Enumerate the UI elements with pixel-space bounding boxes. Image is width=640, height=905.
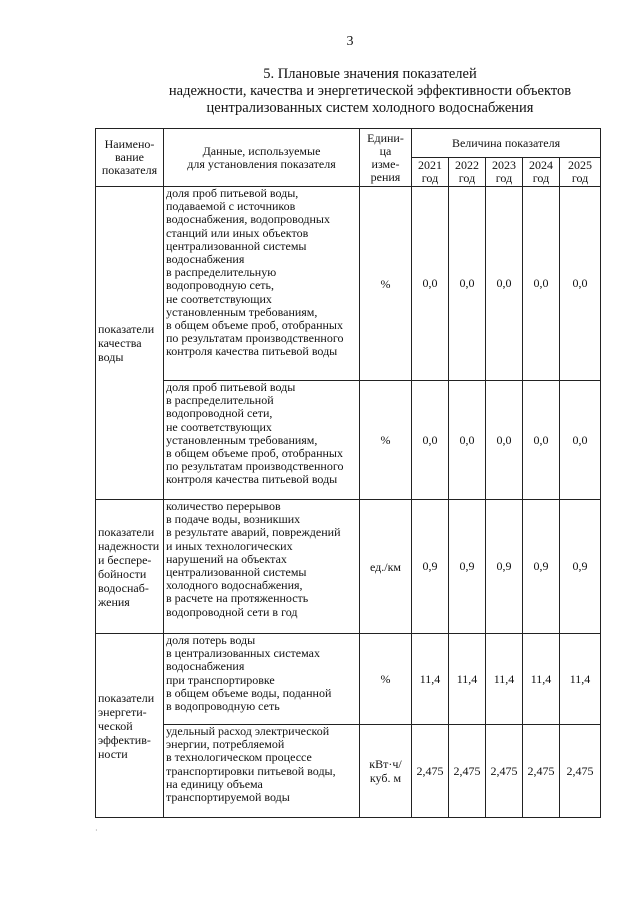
header-year-2023: 2023 год <box>486 158 523 187</box>
value-2023: 0,0 <box>486 381 523 500</box>
row-unit: ед./км <box>360 500 412 634</box>
group-name-reliability: показатели надежности и беспере- бойности водоснаб- жения <box>96 500 164 634</box>
row-description: удельный расход электрической энергии, потребляемой в технологическом процессе транспортировки питьевой воды, на единицу объема транспортируемой воды <box>164 725 360 818</box>
value-2024: 2,475 <box>523 725 560 818</box>
table-header <box>96 129 601 187</box>
header-year-2022: 2022 год <box>449 158 486 187</box>
header-year-2021: 2021 год <box>412 158 449 187</box>
value-2023: 0,0 <box>486 187 523 381</box>
value-2021: 2,475 <box>412 725 449 818</box>
table-row <box>96 381 601 500</box>
header-indicator-name: Наимено- вание показателя <box>96 129 164 187</box>
title-line-2: надежности, качества и энергетической эффективности объектов <box>168 83 572 99</box>
scan-mark: · <box>95 826 98 835</box>
group-name-water-quality: показатели качества воды <box>96 187 164 500</box>
title-line-3: централизованных систем холодного водоснабжения <box>206 100 534 116</box>
row-description: доля проб питьевой воды, подаваемой с источников водоснабжения, водопроводных станций или иных объектов централизованной системы водоснабжения в распределительную водопроводную сеть, не соответствующих установленным требованиям, в общем объеме проб, отобранных по результатам производственного контроля качества питьевой воды <box>164 187 360 381</box>
value-2023: 0,9 <box>486 500 523 634</box>
header-year-2025: 2025 год <box>560 158 601 187</box>
indicators-table <box>95 128 601 818</box>
value-2022: 0,0 <box>449 187 486 381</box>
value-2022: 0,0 <box>449 381 486 500</box>
header-unit: Едини- ца изме- рения <box>360 129 412 187</box>
row-unit: % <box>360 381 412 500</box>
value-2023: 11,4 <box>486 634 523 725</box>
value-2021: 0,0 <box>412 187 449 381</box>
header-indicator-value: Величина показателя <box>412 129 601 158</box>
value-2021: 11,4 <box>412 634 449 725</box>
value-2024: 0,0 <box>523 381 560 500</box>
row-description: количество перерывов в подаче воды, возникших в результате аварий, повреждений и иных технологических нарушений на объектах централизованной системы холодного водоснабжения, в расчете на протяженность водопроводной сети в год <box>164 500 360 634</box>
table-row <box>96 725 601 818</box>
value-2024: 11,4 <box>523 634 560 725</box>
row-description: доля проб питьевой воды в распределительной водопроводной сети, не соответствующих установленным требованиям, в общем объеме проб, отобранных по результатам производственного контроля качества питьевой воды <box>164 381 360 500</box>
document-title <box>140 66 600 117</box>
value-2025: 11,4 <box>560 634 601 725</box>
value-2024: 0,9 <box>523 500 560 634</box>
group-name-energy-efficiency: показатели энергети- ческой эффектив- ности <box>96 634 164 818</box>
value-2025: 0,0 <box>560 187 601 381</box>
value-2023: 2,475 <box>486 725 523 818</box>
title-line-1: 5. Плановые значения показателей <box>263 66 477 82</box>
value-2025: 0,0 <box>560 381 601 500</box>
value-2025: 2,475 <box>560 725 601 818</box>
header-year-2024: 2024 год <box>523 158 560 187</box>
table-row <box>96 634 601 725</box>
row-unit: кВт·ч/ куб. м <box>360 725 412 818</box>
table-row <box>96 187 601 381</box>
value-2022: 2,475 <box>449 725 486 818</box>
row-description: доля потерь воды в централизованных системах водоснабжения при транспортировке в общем объеме воды, поданной в водопроводную сеть <box>164 634 360 725</box>
page-number: 3 <box>346 34 354 49</box>
row-unit: % <box>360 634 412 725</box>
row-unit: % <box>360 187 412 381</box>
value-2024: 0,0 <box>523 187 560 381</box>
value-2022: 11,4 <box>449 634 486 725</box>
header-data-used: Данные, используемые для установления показателя <box>164 129 360 187</box>
value-2021: 0,9 <box>412 500 449 634</box>
value-2022: 0,9 <box>449 500 486 634</box>
value-2021: 0,0 <box>412 381 449 500</box>
table-row <box>96 500 601 634</box>
value-2025: 0,9 <box>560 500 601 634</box>
